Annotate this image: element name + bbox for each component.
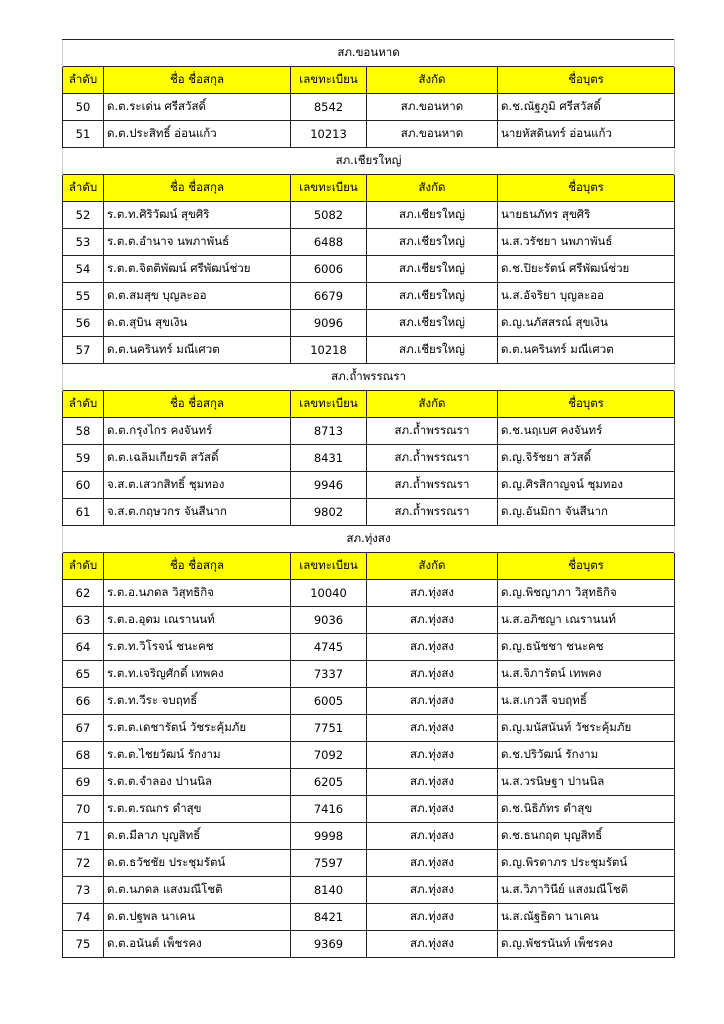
cell-unit: สภ.ทุ่งสง [367, 904, 498, 931]
table-row [63, 283, 675, 310]
table-row [63, 607, 675, 634]
header-order: ลำดับ [63, 553, 104, 580]
section-title: สภ.ขอนหาด [63, 40, 675, 67]
cell-reg-no: 10040 [291, 580, 367, 607]
cell-child-name: นายธนภัทร สุขศิริ [498, 202, 675, 229]
cell-order: 63 [63, 607, 104, 634]
table-row [63, 229, 675, 256]
cell-child-name: ด.ญ.ศิรสิกาญจน์ ชุมทอง [498, 472, 675, 499]
cell-reg-no: 7597 [291, 850, 367, 877]
cell-order: 58 [63, 418, 104, 445]
cell-order: 61 [63, 499, 104, 526]
cell-reg-no: 9998 [291, 823, 367, 850]
cell-unit: สภ.ถ้ำพรรณรา [367, 472, 498, 499]
cell-order: 65 [63, 661, 104, 688]
section-title-row [63, 526, 675, 553]
cell-unit: สภ.เชียรใหญ่ [367, 229, 498, 256]
cell-child-name: ด.ช.นิธิภัทร ดำสุข [498, 796, 675, 823]
cell-child-name: น.ส.วิภาวินีย์ แสงมณีโชติ [498, 877, 675, 904]
cell-name: จ.ส.ต.เสวกสิทธิ์ ชุมทอง [104, 472, 291, 499]
header-unit: สังกัด [367, 553, 498, 580]
table-row [63, 931, 675, 958]
table-row [63, 202, 675, 229]
table-row [63, 877, 675, 904]
cell-reg-no: 9946 [291, 472, 367, 499]
cell-child-name: ด.ช.ณัฐภูมิ ศรีสวัสดิ์ [498, 94, 675, 121]
cell-reg-no: 6679 [291, 283, 367, 310]
header-name: ชื่อ ชื่อสกุล [104, 67, 291, 94]
cell-name: ด.ต.อนันต์ เพ็ชรคง [104, 931, 291, 958]
header-child-name: ชื่อบุตร [498, 553, 675, 580]
cell-reg-no: 7416 [291, 796, 367, 823]
cell-child-name: ด.ช.ธนกฤต บุญสิทธิ์ [498, 823, 675, 850]
cell-name: ด.ต.สุบิน สุขเงิน [104, 310, 291, 337]
table-row [63, 121, 675, 148]
cell-name: ร.ต.ท.วีระ จบฤทธิ์ [104, 688, 291, 715]
header-child-name: ชื่อบุตร [498, 391, 675, 418]
cell-child-name: น.ส.วรัชยา นพภาพันธ์ [498, 229, 675, 256]
cell-reg-no: 8140 [291, 877, 367, 904]
table-row [63, 418, 675, 445]
cell-unit: สภ.ทุ่งสง [367, 688, 498, 715]
cell-order: 53 [63, 229, 104, 256]
cell-child-name: ด.ช.นฤเบศ คงจันทร์ [498, 418, 675, 445]
cell-order: 64 [63, 634, 104, 661]
cell-order: 70 [63, 796, 104, 823]
header-child-name: ชื่อบุตร [498, 175, 675, 202]
cell-child-name: ด.ช.ปิยะรัตน์ ศรีพัฒน์ช่วย [498, 256, 675, 283]
cell-reg-no: 9036 [291, 607, 367, 634]
cell-name: ด.ต.กรุงไกร คงจันทร์ [104, 418, 291, 445]
cell-child-name: ด.ญ.พัชรนันท์ เพ็ชรคง [498, 931, 675, 958]
cell-unit: สภ.ถ้ำพรรณรา [367, 499, 498, 526]
cell-name: ร.ต.ท.ศิริวัฒน์ สุขศิริ [104, 202, 291, 229]
cell-unit: สภ.ขอนหาด [367, 121, 498, 148]
cell-unit: สภ.ถ้ำพรรณรา [367, 445, 498, 472]
header-name: ชื่อ ชื่อสกุล [104, 175, 291, 202]
cell-order: 75 [63, 931, 104, 958]
cell-name: จ.ส.ต.กฤษวกร จันสีนาก [104, 499, 291, 526]
cell-name: ด.ต.ประสิทธิ์ อ่อนแก้ว [104, 121, 291, 148]
cell-unit: สภ.ถ้ำพรรณรา [367, 418, 498, 445]
cell-unit: สภ.เชียรใหญ่ [367, 283, 498, 310]
table-row [63, 256, 675, 283]
cell-name: ด.ต.เฉลิมเกียรติ สวัสดิ์ [104, 445, 291, 472]
cell-order: 59 [63, 445, 104, 472]
cell-unit: สภ.ทุ่งสง [367, 580, 498, 607]
cell-unit: สภ.ทุ่งสง [367, 877, 498, 904]
member-table [62, 39, 675, 958]
cell-order: 56 [63, 310, 104, 337]
cell-order: 69 [63, 769, 104, 796]
header-reg-no: เลขทะเบียน [291, 391, 367, 418]
cell-order: 73 [63, 877, 104, 904]
cell-name: ร.ต.ต.รณกร ดำสุข [104, 796, 291, 823]
cell-unit: สภ.ทุ่งสง [367, 742, 498, 769]
header-unit: สังกัด [367, 175, 498, 202]
cell-name: ด.ต.นครินทร์ มณีเศวต [104, 337, 291, 364]
cell-name: ด.ต.สมสุข บุญละออ [104, 283, 291, 310]
table-row [63, 634, 675, 661]
cell-order: 51 [63, 121, 104, 148]
cell-child-name: ด.ช.ปริวัฒน์ รักงาม [498, 742, 675, 769]
cell-unit: สภ.ทุ่งสง [367, 634, 498, 661]
cell-reg-no: 7337 [291, 661, 367, 688]
table-body [63, 40, 675, 958]
table-row [63, 337, 675, 364]
cell-order: 68 [63, 742, 104, 769]
section-title-row [63, 148, 675, 175]
cell-name: ด.ต.ปฐพล นาเคน [104, 904, 291, 931]
cell-order: 66 [63, 688, 104, 715]
header-order: ลำดับ [63, 67, 104, 94]
table-row [63, 796, 675, 823]
section-title-row [63, 40, 675, 67]
cell-unit: สภ.ขอนหาด [367, 94, 498, 121]
cell-unit: สภ.ทุ่งสง [367, 607, 498, 634]
cell-order: 62 [63, 580, 104, 607]
header-row [63, 553, 675, 580]
cell-child-name: น.ส.วรนิษฐา ปานนิล [498, 769, 675, 796]
table-row [63, 688, 675, 715]
table-row [63, 472, 675, 499]
cell-name: ร.ต.ต.ไชยวัฒน์ รักงาม [104, 742, 291, 769]
cell-reg-no: 6488 [291, 229, 367, 256]
cell-child-name: ด.ต.นครินทร์ มณีเศวต [498, 337, 675, 364]
header-name: ชื่อ ชื่อสกุล [104, 391, 291, 418]
cell-reg-no: 7092 [291, 742, 367, 769]
section-title: สภ.ถ้ำพรรณรา [63, 364, 675, 391]
table-row [63, 715, 675, 742]
cell-order: 52 [63, 202, 104, 229]
table-row [63, 850, 675, 877]
cell-name: ร.ต.ต.เดชารัตน์ วัชระคุ้มภัย [104, 715, 291, 742]
table-row [63, 742, 675, 769]
cell-child-name: ด.ญ.ธนัชชา ชนะคช [498, 634, 675, 661]
cell-reg-no: 6205 [291, 769, 367, 796]
cell-unit: สภ.เชียรใหญ่ [367, 337, 498, 364]
cell-child-name: นายหัสดินทร์ อ่อนแก้ว [498, 121, 675, 148]
header-row [63, 175, 675, 202]
cell-order: 72 [63, 850, 104, 877]
cell-order: 74 [63, 904, 104, 931]
cell-name: ร.ต.ต.จำลอง ปานนิล [104, 769, 291, 796]
cell-child-name: ด.ญ.นภัสสรณ์ สุขเงิน [498, 310, 675, 337]
cell-name: ร.ต.ท.เจริญศักดิ์ เทพคง [104, 661, 291, 688]
cell-child-name: ด.ญ.พิชญาภา วิสุทธิกิจ [498, 580, 675, 607]
cell-name: ร.ต.ต.จิตติพัฒน์ ศรีพัฒน์ช่วย [104, 256, 291, 283]
cell-name: ด.ต.ระเด่น ศรีสวัสดิ์ [104, 94, 291, 121]
cell-unit: สภ.ทุ่งสง [367, 850, 498, 877]
cell-order: 55 [63, 283, 104, 310]
table-row [63, 445, 675, 472]
cell-unit: สภ.ทุ่งสง [367, 661, 498, 688]
header-order: ลำดับ [63, 391, 104, 418]
header-reg-no: เลขทะเบียน [291, 553, 367, 580]
header-unit: สังกัด [367, 67, 498, 94]
header-name: ชื่อ ชื่อสกุล [104, 553, 291, 580]
cell-unit: สภ.เชียรใหญ่ [367, 310, 498, 337]
cell-unit: สภ.ทุ่งสง [367, 931, 498, 958]
cell-child-name: น.ส.เกวลี จบฤทธิ์ [498, 688, 675, 715]
cell-name: ร.ต.อ.อุดม เณรานนท์ [104, 607, 291, 634]
cell-child-name: ด.ญ.จิรัชยา สวัสดิ์ [498, 445, 675, 472]
cell-reg-no: 8542 [291, 94, 367, 121]
header-unit: สังกัด [367, 391, 498, 418]
cell-name: ด.ต.ธวัชชัย ประชุมรัตน์ [104, 850, 291, 877]
cell-unit: สภ.เชียรใหญ่ [367, 202, 498, 229]
cell-name: ด.ต.มีลาภ บุญสิทธิ์ [104, 823, 291, 850]
section-title: สภ.ทุ่งสง [63, 526, 675, 553]
cell-reg-no: 6006 [291, 256, 367, 283]
cell-order: 71 [63, 823, 104, 850]
document-page [62, 39, 674, 958]
cell-child-name: ด.ญ.อันมิกา จันสีนาก [498, 499, 675, 526]
cell-reg-no: 7751 [291, 715, 367, 742]
table-row [63, 904, 675, 931]
cell-reg-no: 9369 [291, 931, 367, 958]
cell-name: ร.ต.ท.วิโรจน์ ชนะคช [104, 634, 291, 661]
cell-order: 50 [63, 94, 104, 121]
cell-child-name: ด.ญ.มนัสนันท์ วัชระคุ้มภัย [498, 715, 675, 742]
header-row [63, 391, 675, 418]
cell-reg-no: 4745 [291, 634, 367, 661]
table-row [63, 580, 675, 607]
cell-unit: สภ.ทุ่งสง [367, 769, 498, 796]
cell-child-name: น.ส.อภิชญา เณรานนท์ [498, 607, 675, 634]
cell-reg-no: 10213 [291, 121, 367, 148]
cell-name: ร.ต.อ.นภดล วิสุทธิกิจ [104, 580, 291, 607]
header-child-name: ชื่อบุตร [498, 67, 675, 94]
header-reg-no: เลขทะเบียน [291, 175, 367, 202]
cell-unit: สภ.ทุ่งสง [367, 823, 498, 850]
table-row [63, 499, 675, 526]
table-row [63, 769, 675, 796]
table-row [63, 310, 675, 337]
cell-reg-no: 6005 [291, 688, 367, 715]
header-row [63, 67, 675, 94]
table-row [63, 661, 675, 688]
cell-unit: สภ.ทุ่งสง [367, 796, 498, 823]
cell-reg-no: 9096 [291, 310, 367, 337]
cell-order: 54 [63, 256, 104, 283]
cell-name: ด.ต.นภดล แสงมณีโชติ [104, 877, 291, 904]
header-order: ลำดับ [63, 175, 104, 202]
cell-reg-no: 8713 [291, 418, 367, 445]
cell-order: 60 [63, 472, 104, 499]
cell-reg-no: 8431 [291, 445, 367, 472]
cell-child-name: ด.ญ.พิรดาภร ประชุมรัตน์ [498, 850, 675, 877]
cell-reg-no: 10218 [291, 337, 367, 364]
cell-unit: สภ.ทุ่งสง [367, 715, 498, 742]
header-reg-no: เลขทะเบียน [291, 67, 367, 94]
cell-name: ร.ต.ต.อำนาจ นพภาพันธ์ [104, 229, 291, 256]
cell-reg-no: 9802 [291, 499, 367, 526]
cell-reg-no: 5082 [291, 202, 367, 229]
section-title-row [63, 364, 675, 391]
cell-child-name: น.ส.จิภารัตน์ เทพคง [498, 661, 675, 688]
cell-unit: สภ.เชียรใหญ่ [367, 256, 498, 283]
cell-reg-no: 8421 [291, 904, 367, 931]
table-row [63, 94, 675, 121]
cell-child-name: น.ส.ณัฐธิดา นาเคน [498, 904, 675, 931]
section-title: สภ.เชียรใหญ่ [63, 148, 675, 175]
table-row [63, 823, 675, 850]
cell-child-name: น.ส.อัจริยา บุญละออ [498, 283, 675, 310]
cell-order: 67 [63, 715, 104, 742]
cell-order: 57 [63, 337, 104, 364]
